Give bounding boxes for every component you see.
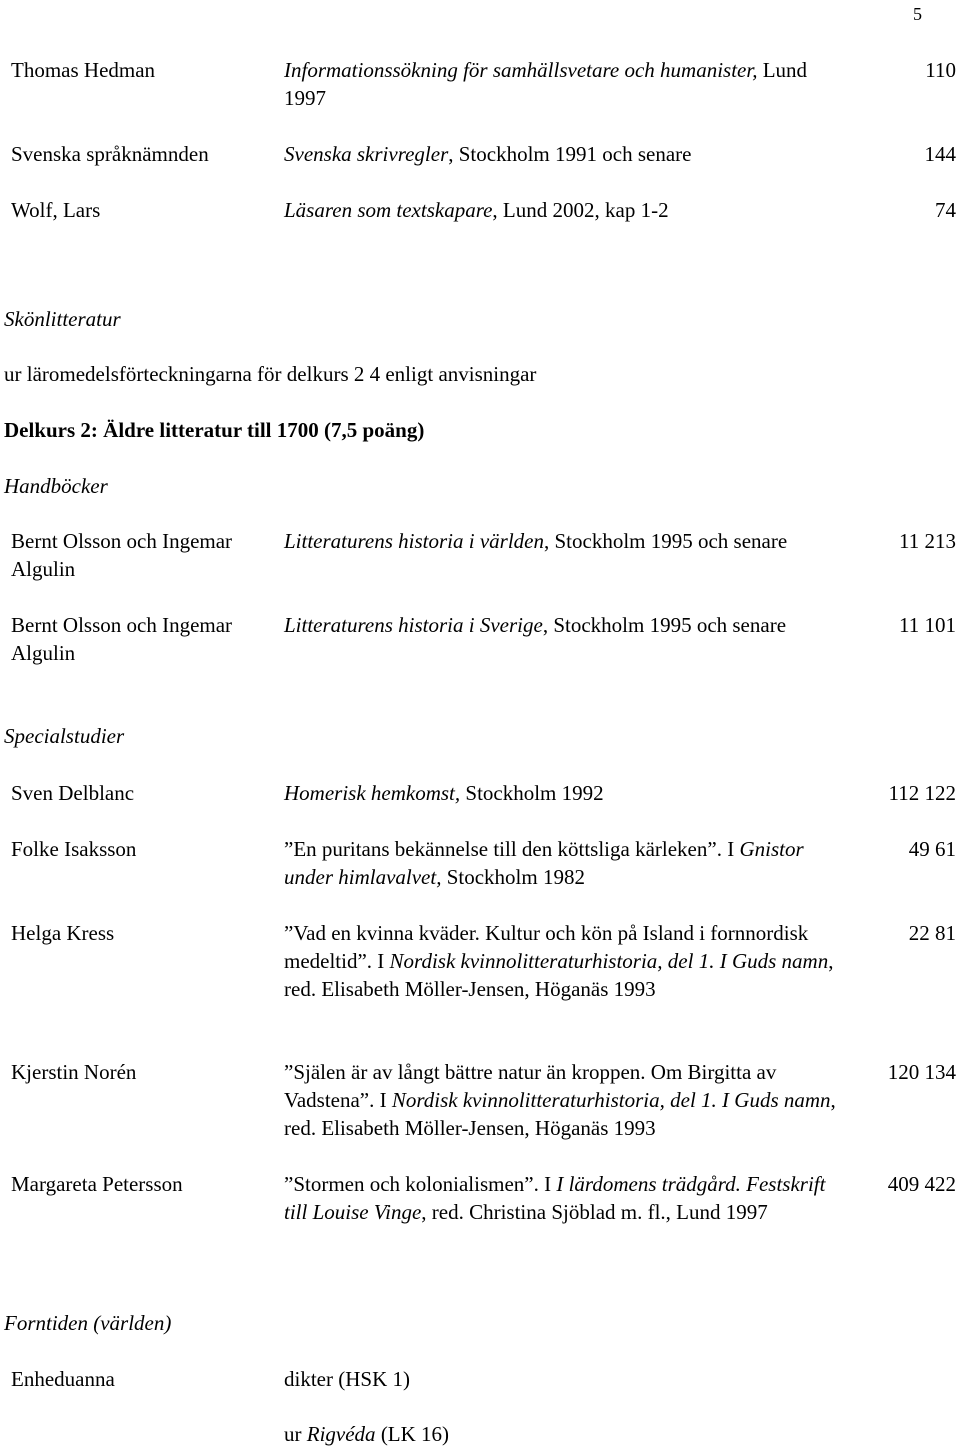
entry-title: Läsaren som textskapare, Lund 2002, kap 1-2 bbox=[284, 198, 669, 222]
entry-pages: 49 61 bbox=[908, 837, 956, 861]
entry-pages: 11 101 bbox=[899, 613, 956, 637]
page-number: 5 bbox=[913, 4, 922, 24]
entry-author: Folke Isaksson bbox=[11, 837, 137, 861]
entry-title: ”En puritans bekännelse till den köttsliga kärleken”. I Gnistor under himlavalvet, Stockholm 1982 bbox=[284, 837, 804, 889]
entry-pages: 409 422 bbox=[887, 1172, 956, 1196]
entry-pages: 22 81 bbox=[908, 921, 956, 945]
entry-author: Bernt Olsson och Ingemar Algulin bbox=[11, 529, 233, 581]
entry-author: Kjerstin Norén bbox=[11, 1060, 137, 1084]
entry-pages: 74 bbox=[935, 198, 956, 222]
section-heading-skonlitteratur: Skönlitteratur bbox=[4, 307, 121, 331]
section-heading-forntiden: Forntiden (världen) bbox=[4, 1311, 172, 1335]
entry-title: Svenska skrivregler, Stockholm 1991 och senare bbox=[284, 142, 692, 166]
entry-author: Helga Kress bbox=[11, 921, 115, 945]
entry-title: Informationssökning för samhällsvetare och humanister, Lund 1997 bbox=[284, 58, 808, 110]
entry-title: ”Själen är av långt bättre natur än kroppen. Om Birgitta av Vadstena”. I Nordisk kvinnolitteraturhistoria, del 1. I Guds namn, red. Elisabeth Möller-Jensen, Höganäs 1993 bbox=[284, 1060, 836, 1140]
entry-pages: 120 134 bbox=[887, 1060, 956, 1084]
section-heading-delkurs-2: Delkurs 2: Äldre litteratur till 1700 (7,5 poäng) bbox=[4, 418, 425, 442]
entry-author: Sven Delblanc bbox=[11, 781, 135, 805]
entry-author: Bernt Olsson och Ingemar Algulin bbox=[11, 613, 233, 665]
entry-title: Litteraturens historia i världen, Stockholm 1995 och senare bbox=[284, 529, 788, 553]
entry-author: Margareta Petersson bbox=[11, 1172, 183, 1196]
section-heading-handbocker: Handböcker bbox=[4, 474, 108, 498]
entry-author: Enheduanna bbox=[11, 1367, 115, 1391]
entry-title: dikter (HSK 1) bbox=[284, 1367, 410, 1391]
entry-title: Litteraturens historia i Sverige, Stockholm 1995 och senare bbox=[284, 613, 787, 637]
entry-title: ”Stormen och kolonialismen”. I I lärdomens trädgård. Festskrift till Louise Vinge, red. Christina Sjöblad m. fl., Lund 1997 bbox=[284, 1172, 826, 1224]
entry-title: ”Vad en kvinna kväder. Kultur och kön på Island i fornnordisk medeltid”. I Nordisk kvinnolitteraturhistoria, del 1. I Guds namn, red. Elisabeth Möller-Jensen, Höganäs 1993 bbox=[284, 921, 834, 1001]
section-note: ur läromedelsförteckningarna för delkurs 2 4 enligt anvisningar bbox=[4, 362, 537, 386]
entry-author: Wolf, Lars bbox=[11, 198, 101, 222]
entry-pages: 11 213 bbox=[899, 529, 956, 553]
entry-author: Thomas Hedman bbox=[11, 58, 156, 82]
entry-pages: 144 bbox=[924, 142, 956, 166]
entry-title: ur Rigvéda (LK 16) bbox=[284, 1422, 450, 1446]
section-heading-specialstudier: Specialstudier bbox=[4, 724, 125, 748]
entry-title: Homerisk hemkomst, Stockholm 1992 bbox=[284, 781, 604, 805]
entry-pages: 112 122 bbox=[888, 781, 956, 805]
entry-pages: 110 bbox=[925, 58, 956, 82]
entry-author: Svenska språknämnden bbox=[11, 142, 209, 166]
